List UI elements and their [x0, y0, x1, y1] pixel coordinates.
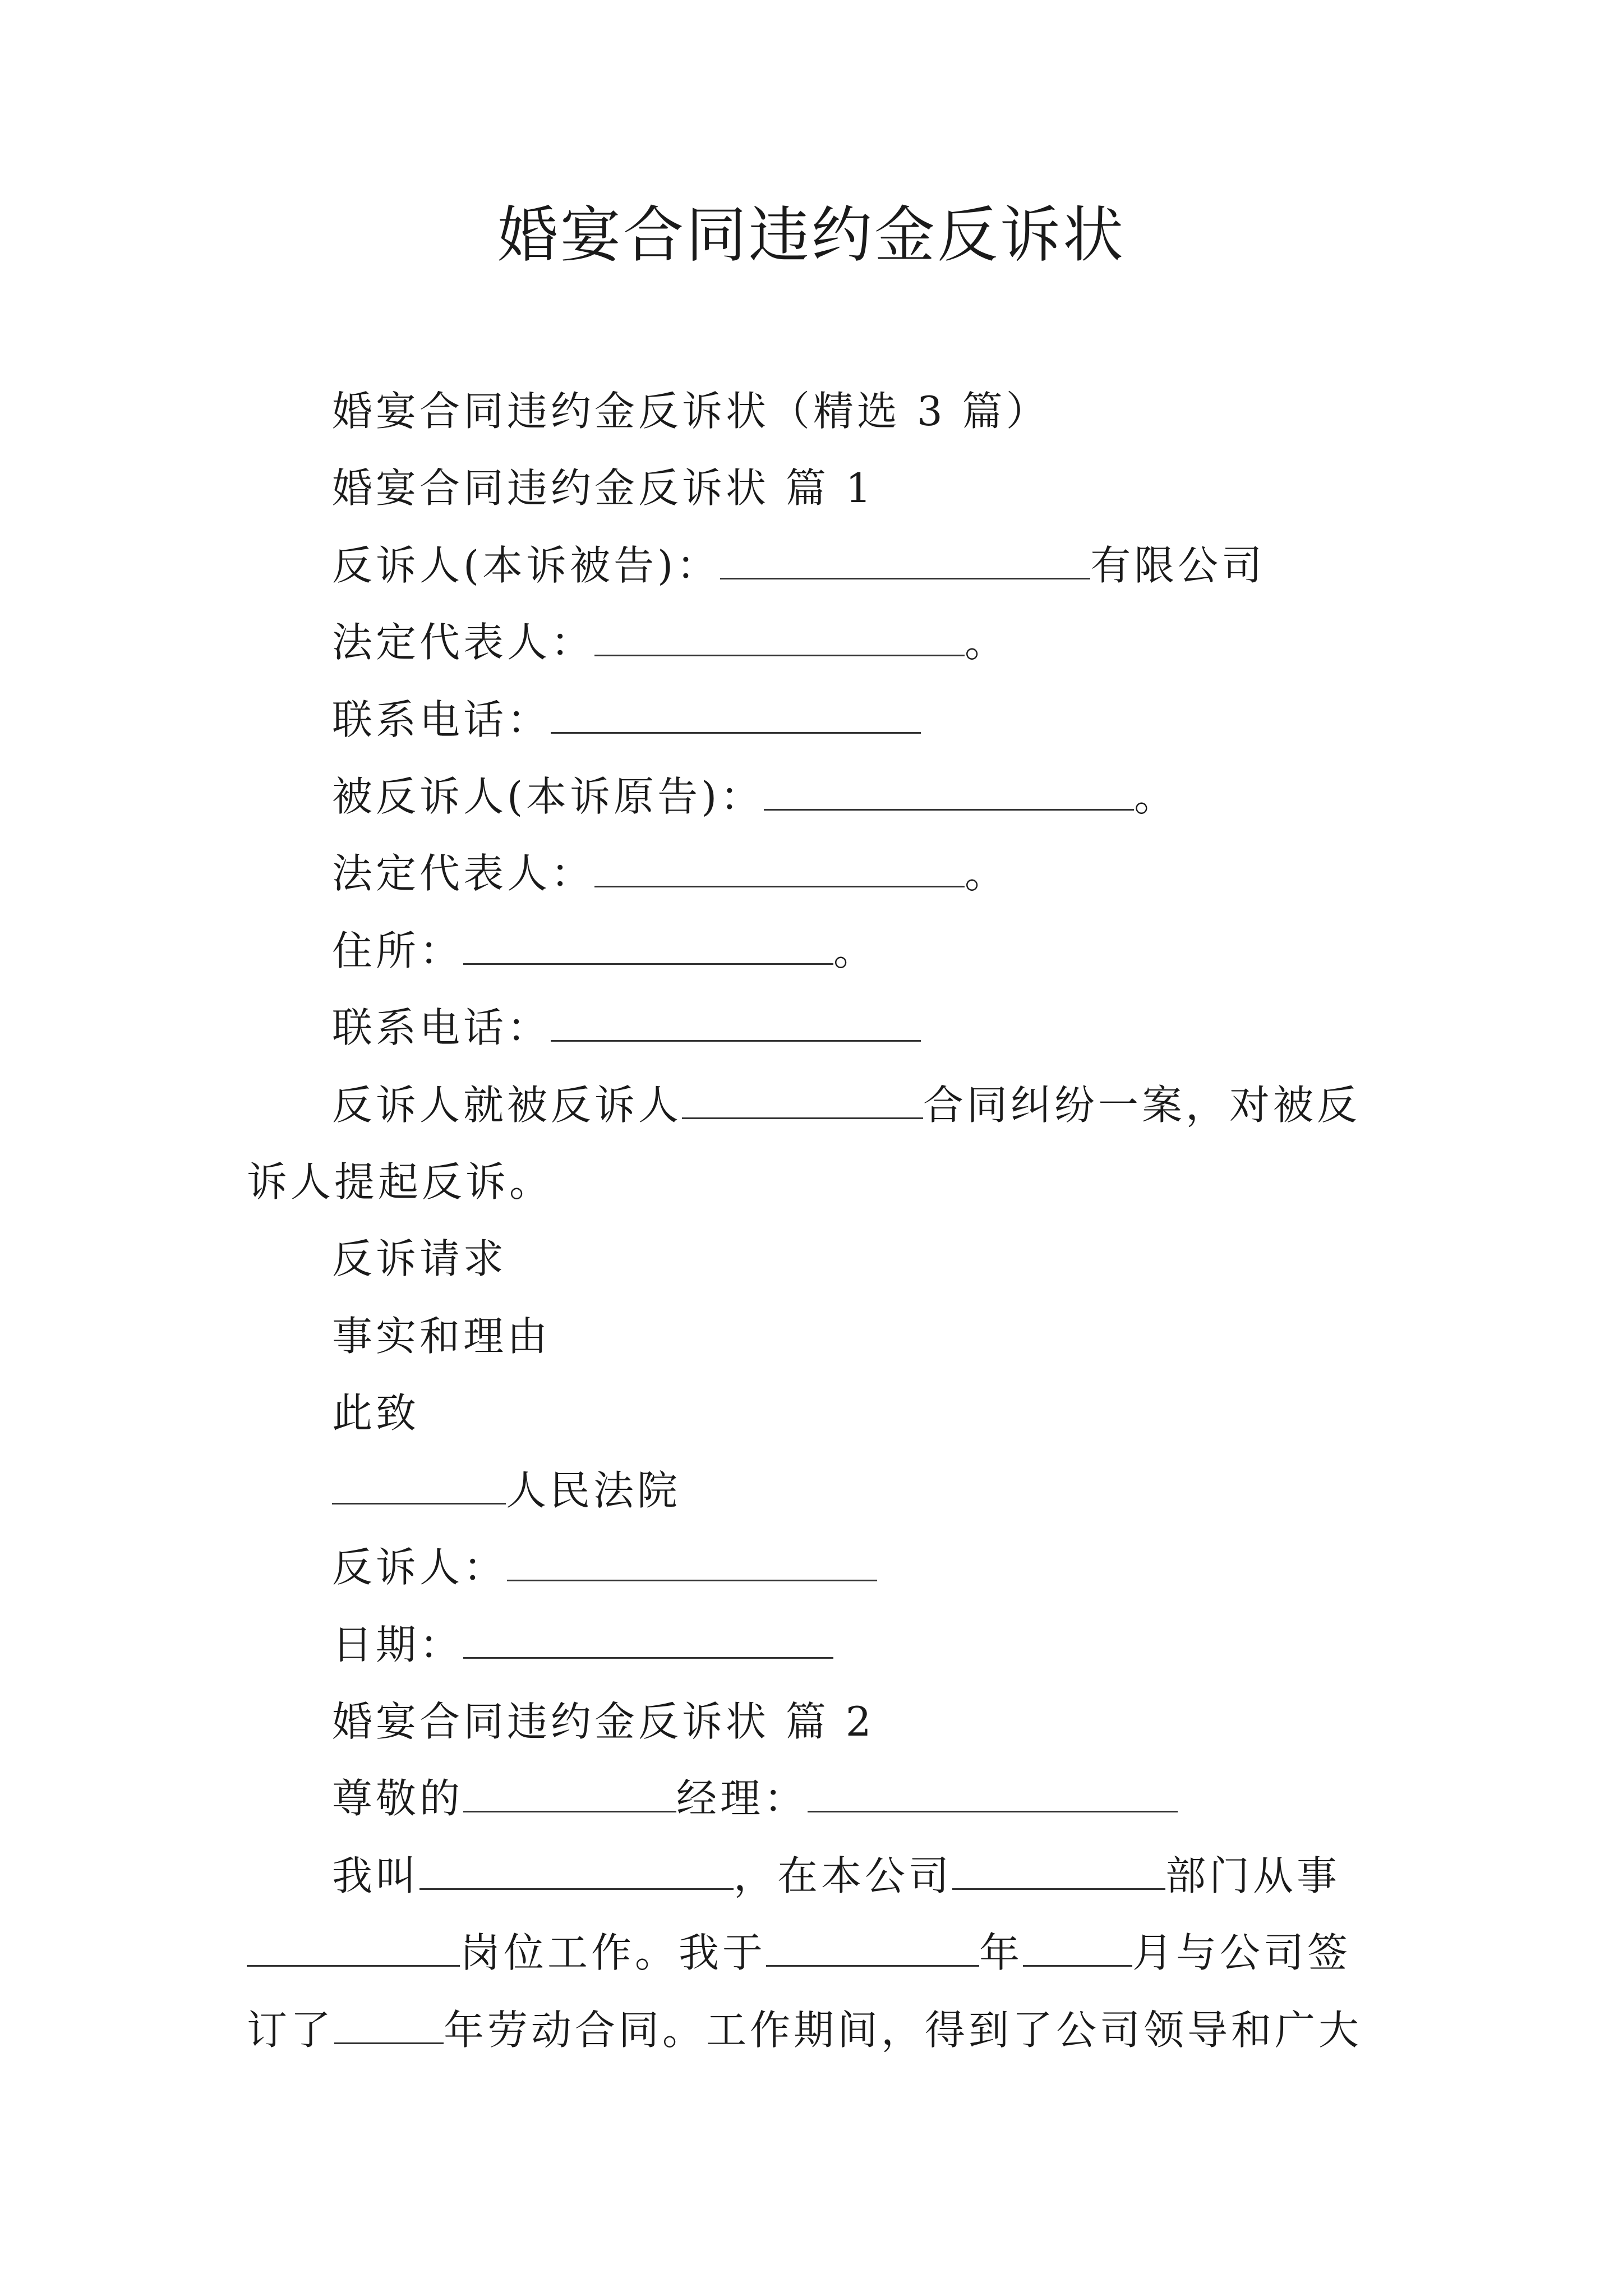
fill-blank: [1023, 1927, 1132, 1967]
section-heading-2: 婚宴合同违约金反诉状 篇 2: [332, 1697, 875, 1745]
fill-blank: [551, 1002, 921, 1042]
fill-blank: [419, 1849, 734, 1889]
fill-blank: [463, 1618, 833, 1658]
fill-blank: [682, 1079, 923, 1119]
fill-blank: [952, 1849, 1165, 1889]
paragraph-line-2: 岗位工作。我于 年 月与公司签: [247, 1915, 1385, 1991]
fill-blank: [594, 616, 965, 656]
greeting-line: 尊敬的 经理：: [247, 1760, 1385, 1837]
fill-blank: [507, 1542, 877, 1581]
statement-line: 反诉人就被反诉人 合同纠纷一案，对被反: [247, 1067, 1385, 1144]
claims-heading: 反诉请求: [332, 1235, 508, 1283]
legal-rep-line-2: 法定代表人： 。: [247, 835, 1385, 912]
salutation-line: 此致: [332, 1389, 420, 1437]
statement-line-cont: 诉人提起反诉。: [247, 1158, 554, 1206]
fill-blank: [551, 693, 921, 733]
fill-blank: [720, 539, 1090, 579]
document-body: [247, 373, 1385, 2069]
signature-line: 反诉人：: [247, 1529, 1385, 1606]
fill-blank: [334, 2004, 444, 2044]
phone-line: 联系电话：: [247, 682, 1385, 758]
legal-rep-line: 法定代表人： 。: [247, 604, 1385, 681]
fill-blank: [594, 848, 965, 887]
fill-blank: [463, 1773, 676, 1812]
address-line: 住所： 。: [247, 913, 1385, 990]
document-title: 婚宴合同违约金反诉状: [497, 200, 1126, 270]
fill-blank: [764, 771, 1134, 811]
fill-blank: [463, 924, 833, 964]
fill-blank: [247, 1927, 460, 1967]
facts-heading: 事实和理由: [332, 1312, 551, 1360]
paragraph-line-3: 订了 年劳动合同。工作期间，得到了公司领导和广大: [247, 1992, 1385, 2069]
phone-line-2: 联系电话：: [247, 990, 1385, 1066]
fill-blank: [332, 1464, 506, 1504]
respondent-line: 被反诉人(本诉原告)： 。: [247, 758, 1385, 835]
fill-blank: [766, 1927, 979, 1967]
paragraph-line-1: 我叫 ，在本公司 部门从事: [247, 1838, 1385, 1915]
counterclaimant-line: 反诉人(本诉被告)： 有限公司: [247, 527, 1385, 604]
court-line: 人民法院: [247, 1452, 1385, 1529]
fill-blank: [808, 1773, 1178, 1812]
subtitle-line: 婚宴合同违约金反诉状（精选 3 篇）: [332, 388, 1050, 435]
date-line: 日期：: [247, 1607, 1385, 1683]
section-heading-1: 婚宴合同违约金反诉状 篇 1: [332, 464, 875, 512]
